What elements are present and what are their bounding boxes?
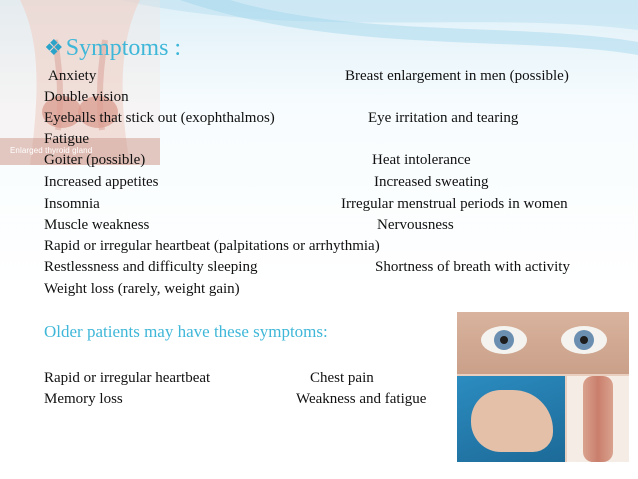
symptom-item: Insomnia — [44, 196, 100, 212]
diamond-bullet-icon: ❖ — [44, 35, 64, 60]
hand-photo — [457, 376, 565, 462]
slide-title — [44, 35, 181, 62]
older-patients-heading: Older patients may have these symptoms: — [44, 322, 328, 341]
symptom-item: Breast enlargement in men (possible) — [345, 68, 569, 84]
eye-icon — [481, 326, 527, 354]
symptom-item: Increased sweating — [374, 174, 489, 190]
symptom-item: Rapid or irregular heartbeat (palpitations or arrhythmia) — [44, 238, 380, 254]
clinical-photo-collage — [457, 312, 629, 462]
symptom-item: Weight loss (rarely, weight gain) — [44, 281, 240, 297]
older-symptom-item: Rapid or irregular heartbeat — [44, 370, 211, 386]
symptom-item: Goiter (possible) — [44, 152, 146, 168]
symptom-item: Shortness of breath with activity — [375, 259, 570, 275]
older-symptom-item: Memory loss — [44, 391, 123, 407]
symptom-item: Heat intolerance — [372, 152, 471, 168]
symptom-item: Eyeballs that stick out (exophthalmos) — [44, 110, 275, 126]
symptom-item: Muscle weakness — [44, 217, 150, 233]
title-text: Symptoms : — [65, 35, 182, 61]
older-symptom-item: Weakness and fatigue — [296, 391, 427, 407]
symptom-item: Increased appetites — [44, 174, 159, 190]
symptom-item: Double vision — [44, 89, 129, 105]
symptom-item: Irregular menstrual periods in women — [341, 196, 568, 212]
symptom-item: Eye irritation and tearing — [368, 110, 519, 126]
exophthalmos-eyes-photo — [457, 312, 629, 374]
symptom-item: Fatigue — [44, 131, 89, 147]
thyroid-caption: Enlarged thyroid gland — [10, 146, 93, 155]
symptom-item: Nervousness — [377, 217, 454, 233]
symptom-item: Restlessness and difficulty sleeping — [44, 259, 258, 275]
leg-photo — [567, 376, 629, 462]
older-symptom-item: Chest pain — [310, 370, 374, 386]
eye-icon — [561, 326, 607, 354]
symptom-item: Anxiety — [48, 68, 97, 84]
